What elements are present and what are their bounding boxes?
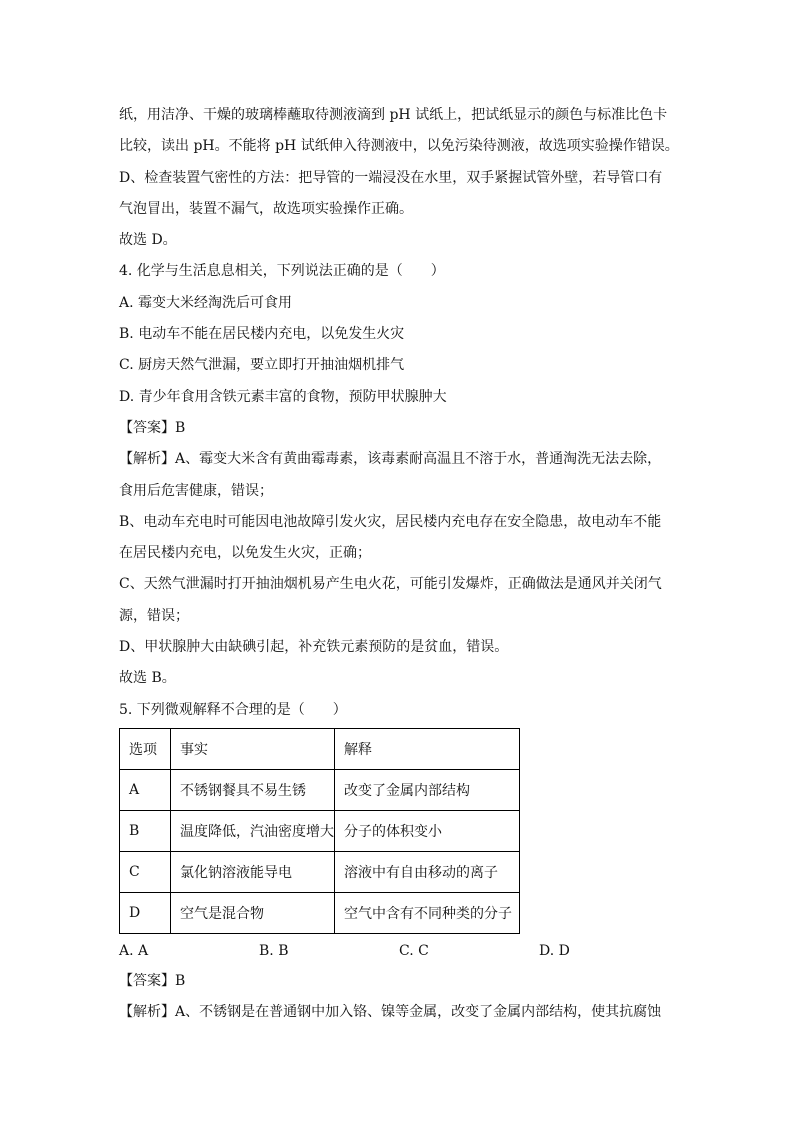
table-cell: 氯化钠溶液能导电 (171, 851, 335, 892)
table-cell: 温度降低，汽油密度增大 (171, 810, 335, 851)
table-header-row (120, 728, 520, 769)
choice-a: A. A (119, 942, 149, 959)
paragraph-line: 比较，读出 pH。不能将 pH 试纸伸入待测液中，以免污染待测液，故选项实验操作错误。 (119, 138, 679, 155)
option-b: B. 电动车不能在居民楼内充电，以免发生火灾 (119, 326, 405, 343)
analysis-line: 食用后危害健康，错误； (119, 482, 273, 499)
table-row (120, 892, 520, 933)
table-cell: B (120, 810, 171, 851)
analysis-line: D、甲状腺肿大由缺碘引起，补充铁元素预防的是贫血，错误。 (119, 639, 509, 656)
analysis-line: 在居民楼内充电，以免发生火灾，正确； (119, 545, 371, 562)
question-stem: 5. 下列微观解释不合理的是（ ） (119, 701, 347, 718)
paragraph-line: 纸，用洁净、干燥的玻璃棒蘸取待测液滴到 pH 试纸上，把试纸显示的颜色与标准比色卡 (119, 107, 668, 123)
question-5 (119, 695, 679, 1029)
table-header-cell: 解释 (335, 728, 520, 769)
table-cell: 空气中含有不同种类的分子 (335, 892, 520, 933)
answer-line: 【答案】B (119, 419, 186, 436)
table-cell: C (120, 851, 171, 892)
table-row (120, 810, 520, 851)
paragraph-line: 故选 D。 (119, 232, 177, 249)
table-cell: 改变了金属内部结构 (335, 769, 520, 810)
answer-line: 【答案】B (119, 972, 186, 989)
choice-options (119, 936, 679, 966)
choice-d: D. D (539, 942, 570, 959)
analysis-line: 【解析】A、不锈钢是在普通钢中加入铬、镍等金属，改变了金属内部结构，使其抗腐蚀 (119, 1004, 662, 1021)
option-d: D. 青少年食用含铁元素丰富的食物，预防甲状腺肿大 (119, 388, 447, 405)
choice-b: B. B (259, 942, 289, 959)
option-c: C. 厨房天然气泄漏，要立即打开抽油烟机排气 (119, 357, 405, 374)
table-header-cell: 事实 (171, 728, 335, 769)
options-table (119, 728, 520, 934)
q3-analysis-continued (119, 100, 679, 256)
analysis-line: 故选 B。 (119, 670, 176, 687)
question-stem: 4. 化学与生活息息相关，下列说法正确的是（ ） (119, 263, 445, 280)
analysis-line: 源，错误； (119, 607, 189, 624)
choice-c: C. C (399, 942, 429, 959)
analysis-line: 【解析】A、霉变大米含有黄曲霉毒素，该毒素耐高温且不溶于水，普通淘洗无法去除， (119, 451, 662, 468)
table-header-cell: 选项 (120, 728, 171, 769)
table-cell: 空气是混合物 (171, 892, 335, 933)
table-cell: 溶液中有自由移动的离子 (335, 851, 520, 892)
paragraph-line: 气泡冒出，装置不漏气，故选项实验操作正确。 (119, 200, 413, 217)
table-row (120, 851, 520, 892)
table-row (120, 769, 520, 810)
document-body (119, 100, 679, 1029)
paragraph-line: D、检查装置气密性的方法：把导管的一端浸没在水里，双手紧握试管外壁，若导管口有 (119, 169, 663, 186)
question-4 (119, 256, 679, 694)
table-cell: D (120, 892, 171, 933)
table-cell: 不锈钢餐具不易生锈 (171, 769, 335, 810)
table-cell: A (120, 769, 171, 810)
option-a: A. 霉变大米经淘洗后可食用 (119, 294, 293, 311)
analysis-line: C、天然气泄漏时打开抽油烟机易产生电火花，可能引发爆炸，正确做法是通风并关闭气 (119, 576, 662, 593)
table-cell: 分子的体积变小 (335, 810, 520, 851)
analysis-line: B、电动车充电时可能因电池故障引发火灾，居民楼内充电存在安全隐患，故电动车不能 (119, 513, 662, 530)
